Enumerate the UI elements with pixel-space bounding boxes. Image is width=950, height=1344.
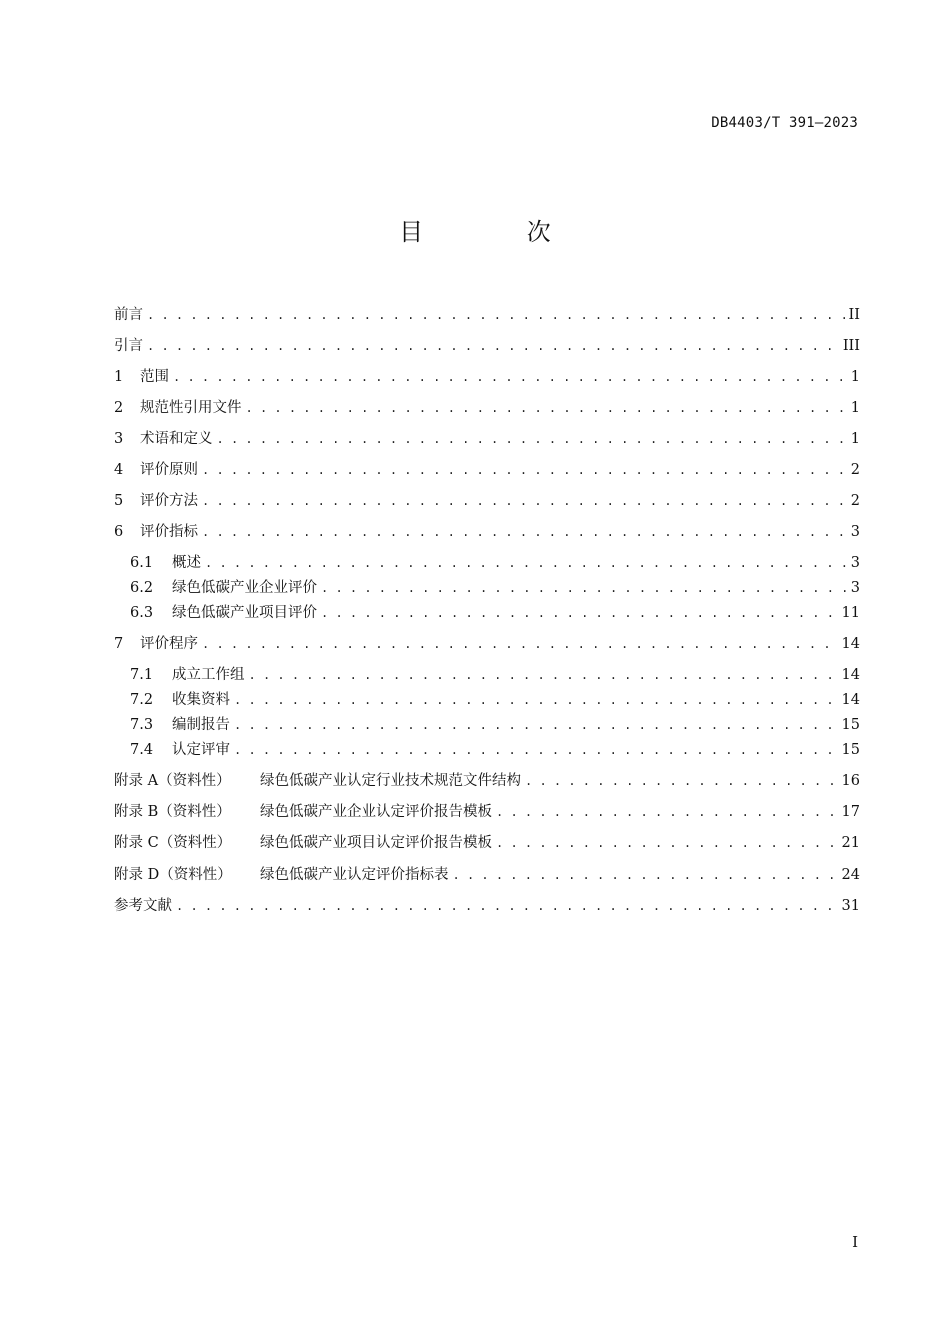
toc-entry-number: 6.3	[130, 605, 154, 621]
toc-entry-label: 评价程序	[140, 636, 198, 652]
toc-entry-page: 1	[850, 369, 860, 385]
toc-entry-label: 绿色低碳产业项目认定评价报告模板	[260, 835, 492, 851]
toc-entry[interactable]	[114, 769, 860, 790]
toc-entry-number: 6.1	[130, 555, 154, 571]
toc-dot-leader	[205, 556, 847, 570]
toc-entry-page: 3	[850, 555, 860, 571]
toc-entry-number: 6	[114, 524, 124, 540]
toc-entry[interactable]	[130, 738, 860, 759]
toc-dot-leader	[249, 668, 838, 682]
toc-dot-leader	[202, 525, 847, 539]
toc-entry-page: 24	[841, 867, 860, 883]
toc-entry-number: 2	[114, 400, 124, 416]
toc-dot-leader	[217, 432, 847, 446]
toc-entry-page: 16	[841, 773, 860, 789]
toc-entry[interactable]	[114, 894, 860, 915]
toc-entry-number: 6.2	[130, 580, 154, 596]
toc-entry[interactable]	[114, 334, 860, 355]
toc-dot-leader	[321, 581, 847, 595]
toc-entry-page: 1	[850, 400, 860, 416]
toc-entry-page: 2	[850, 462, 860, 478]
toc-entry-page: 1	[850, 431, 860, 447]
toc-entry[interactable]	[114, 520, 860, 541]
toc-entry[interactable]	[114, 427, 860, 448]
toc-entry-label: 绿色低碳产业认定行业技术规范文件结构	[260, 773, 521, 789]
toc-appendix-prefix: 附录 B（资料性）	[114, 804, 231, 820]
toc-entry-page: 14	[841, 692, 860, 708]
toc-entry[interactable]	[114, 831, 860, 852]
toc-entry-page: 14	[841, 667, 860, 683]
toc-entry-label: 前言	[114, 307, 143, 323]
toc-dot-leader	[147, 339, 839, 353]
toc-entry-page: 14	[841, 636, 860, 652]
toc-entry-label: 范围	[140, 369, 169, 385]
toc-entry-page: 3	[850, 524, 860, 540]
toc-entry-page: 21	[841, 835, 860, 851]
toc-entry[interactable]	[114, 458, 860, 479]
toc-entry-page: 15	[841, 717, 860, 733]
toc-dot-leader	[234, 743, 838, 757]
toc-entry-label: 参考文献	[114, 898, 172, 914]
toc-entry[interactable]	[114, 489, 860, 510]
toc-entry-number: 7	[114, 636, 124, 652]
toc-dot-leader	[234, 693, 838, 707]
toc-dot-leader	[321, 606, 838, 620]
toc-entry[interactable]	[114, 632, 860, 653]
page-number: I	[852, 1233, 858, 1251]
toc-entry-number: 1	[114, 369, 124, 385]
toc-dot-leader	[173, 370, 847, 384]
toc-entry-label: 引言	[114, 338, 143, 354]
toc-entry-label: 成立工作组	[172, 667, 245, 683]
toc-entry[interactable]	[130, 551, 860, 572]
toc-entry-label: 绿色低碳产业项目评价	[172, 605, 317, 621]
toc-entry[interactable]	[130, 663, 860, 684]
toc-dot-leader	[202, 494, 847, 508]
toc-appendix-prefix: 附录 D（资料性）	[114, 867, 232, 883]
page-title: 目 次	[399, 218, 599, 246]
toc-entry-label: 概述	[172, 555, 201, 571]
toc-dot-leader	[453, 868, 838, 882]
toc-entry-number: 3	[114, 431, 124, 447]
toc-entry-page: 3	[850, 580, 860, 596]
toc-entry[interactable]	[114, 800, 860, 821]
toc-entry[interactable]	[114, 396, 860, 417]
toc-entry-label: 绿色低碳产业认定评价指标表	[260, 867, 449, 883]
toc-entry-page: 17	[841, 804, 860, 820]
toc-appendix-prefix: 附录 C（资料性）	[114, 835, 232, 851]
toc-entry-label: 评价指标	[140, 524, 198, 540]
toc-entry-label: 规范性引用文件	[140, 400, 242, 416]
toc-entry-page: 11	[841, 605, 860, 621]
toc-entry[interactable]	[130, 601, 860, 622]
document-code: DB4403/T 391—2023	[711, 115, 858, 131]
toc-entry[interactable]	[130, 688, 860, 709]
toc-dot-leader	[496, 836, 838, 850]
toc-entry-number: 7.1	[130, 667, 154, 683]
toc-entry[interactable]	[114, 863, 860, 884]
toc-entry-page: 31	[841, 898, 860, 914]
toc-dot-leader	[202, 637, 838, 651]
toc-entry-label: 绿色低碳产业企业评价	[172, 580, 317, 596]
toc-entry-page: 2	[850, 493, 860, 509]
toc-entry-label: 术语和定义	[140, 431, 213, 447]
toc-entry[interactable]	[130, 576, 860, 597]
toc-entry-number: 4	[114, 462, 124, 478]
toc-entry-page: II	[848, 307, 860, 323]
toc-entry-label: 评价原则	[140, 462, 198, 478]
toc-entry[interactable]	[114, 303, 860, 324]
toc-entry-number: 5	[114, 493, 124, 509]
toc-dot-leader	[202, 463, 847, 477]
toc-entry-number: 7.3	[130, 717, 154, 733]
toc-entry-label: 评价方法	[140, 493, 198, 509]
toc-entry-label: 绿色低碳产业企业认定评价报告模板	[260, 804, 492, 820]
toc-dot-leader	[176, 899, 838, 913]
toc-appendix-prefix: 附录 A（资料性）	[114, 773, 231, 789]
toc-entry-number: 7.4	[130, 742, 154, 758]
toc-dot-leader	[234, 718, 838, 732]
toc-entry-label: 认定评审	[172, 742, 230, 758]
toc-entry-page: 15	[841, 742, 860, 758]
toc-dot-leader	[246, 401, 847, 415]
toc-entry-label: 收集资料	[172, 692, 230, 708]
toc-entry[interactable]	[130, 713, 860, 734]
toc-entry[interactable]	[114, 365, 860, 386]
toc-dot-leader	[147, 308, 845, 322]
toc-entry-page: III	[842, 338, 860, 354]
toc-entry-label: 编制报告	[172, 717, 230, 733]
toc-entry-number: 7.2	[130, 692, 154, 708]
toc-dot-leader	[496, 805, 838, 819]
toc-dot-leader	[525, 774, 838, 788]
